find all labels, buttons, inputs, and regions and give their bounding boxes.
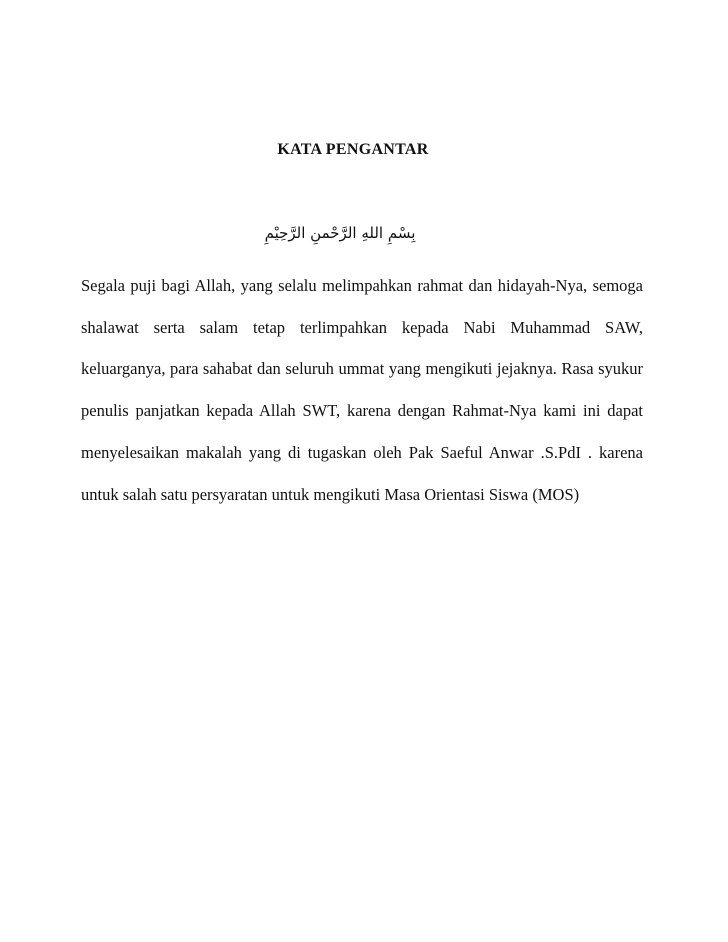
page-title: KATA PENGANTAR <box>277 141 429 158</box>
body-paragraph: Segala puji bagi Allah, yang selalu melimpahkan rahmat dan hidayah-Nya, semoga shalawat serta salam tetap terlimpahkan kepada Nabi Muhammad SAW, keluarganya, para sahabat dan seluruh ummat yang mengikuti jejaknya. Rasa syukur penulis panjatkan kepada Allah SWT, karena dengan Rahmat-Nya kami ini dapat menyelesaikan makalah yang di tugaskan oleh Pak Saeful Anwar .S.PdI . karena untuk salah satu persyaratan untuk mengikuti Masa Orientasi Siswa (MOS) <box>81 276 643 504</box>
basmalah-text: بِسْمِ اللهِ الرَّحْمنِ الرَّحِيْمِ <box>264 224 416 242</box>
